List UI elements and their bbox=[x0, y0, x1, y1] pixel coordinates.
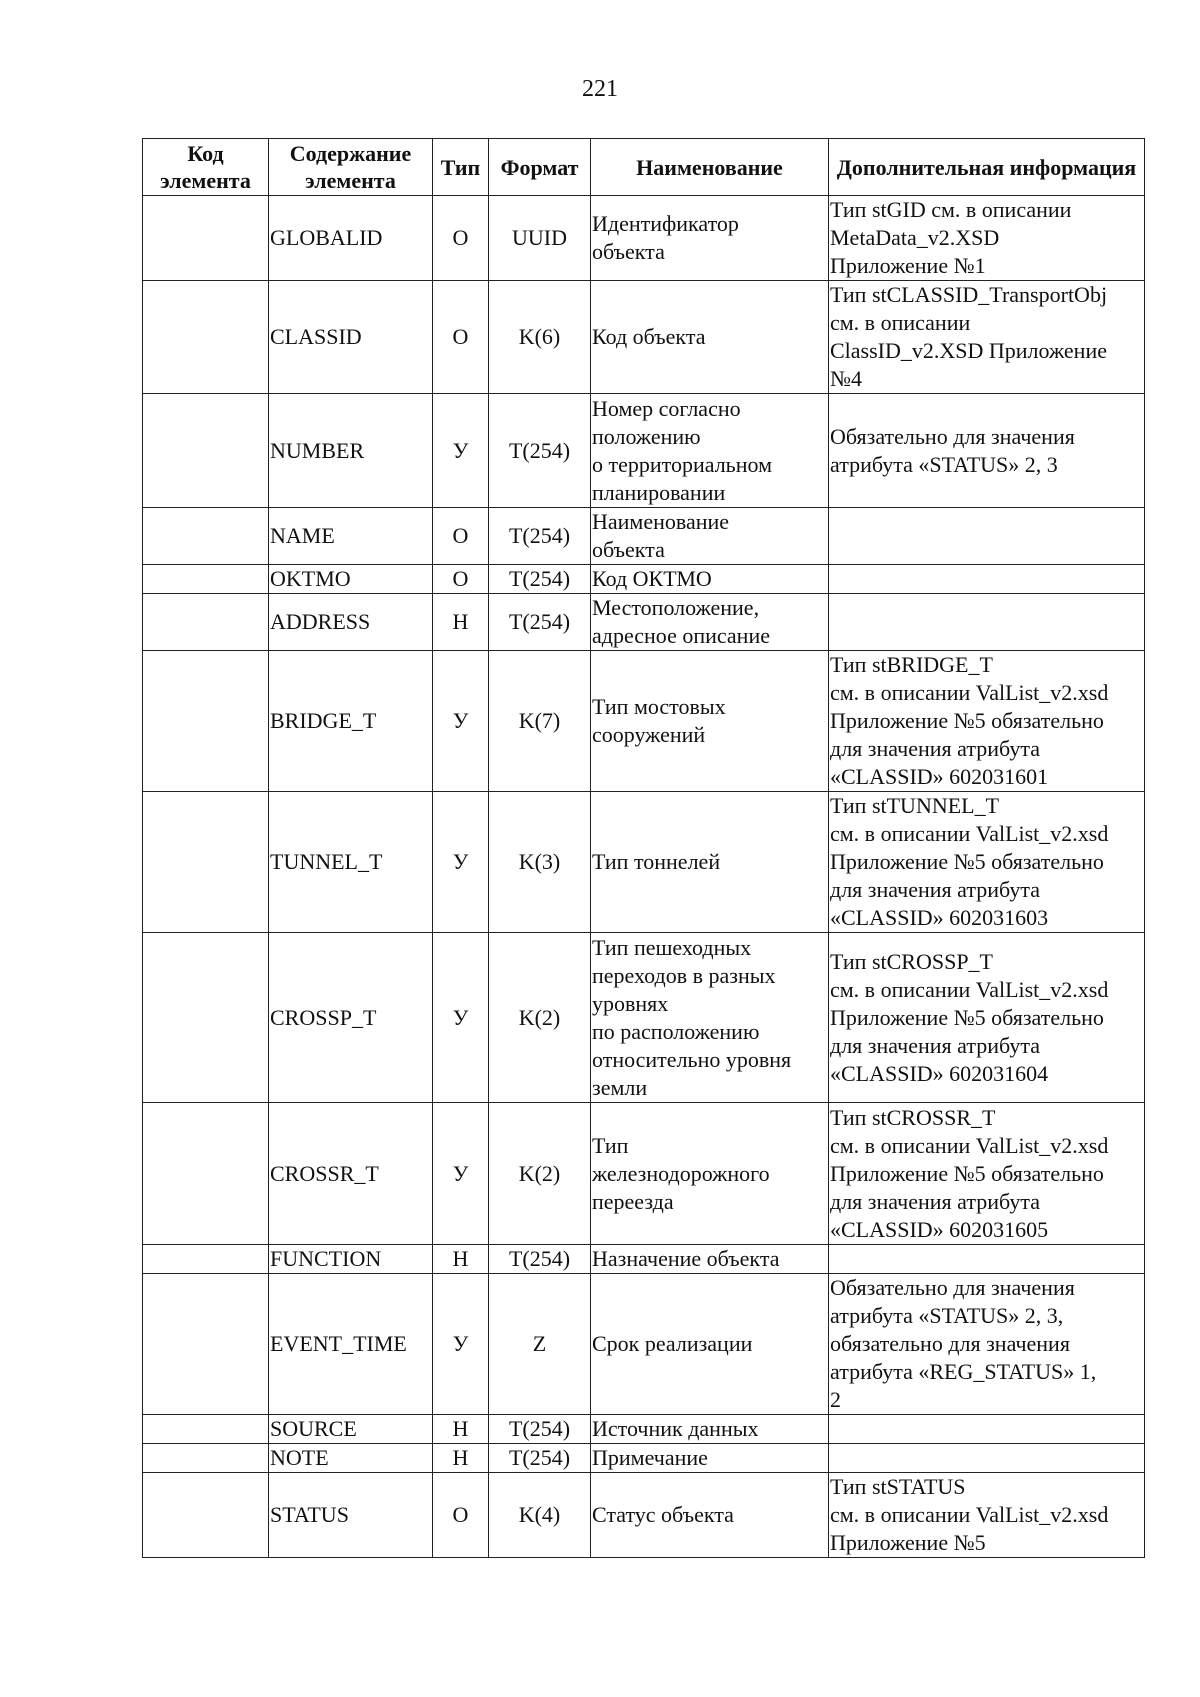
element-code-cell bbox=[143, 1444, 269, 1473]
header-type: Тип bbox=[433, 139, 489, 196]
table-body bbox=[143, 196, 1145, 1558]
element-type-cell bbox=[433, 196, 489, 281]
element-type-cell bbox=[433, 792, 489, 933]
element-format-cell bbox=[489, 792, 591, 933]
element-content-cell bbox=[269, 933, 433, 1103]
element-type-text: О bbox=[452, 566, 469, 591]
element-type-cell bbox=[433, 508, 489, 565]
element-format-cell bbox=[489, 1444, 591, 1473]
element-code-cell bbox=[143, 281, 269, 394]
element-info-text: Тип stCROSSP_T см. в описании ValList_v2.xsd Приложение №5 обязательно для значения атрибута «CLASSID» 602031604 bbox=[830, 948, 1109, 1086]
table-row bbox=[143, 394, 1145, 508]
element-info-text: Тип stCROSSR_T см. в описании ValList_v2.xsd Приложение №5 обязательно для значения атрибута «CLASSID» 602031605 bbox=[830, 1104, 1109, 1242]
table-row bbox=[143, 281, 1145, 394]
element-name-cell bbox=[591, 651, 829, 792]
element-format-text: UUID bbox=[512, 225, 567, 250]
element-code-cell bbox=[143, 594, 269, 651]
element-code-cell bbox=[143, 792, 269, 933]
element-info-text: Тип stTUNNEL_T см. в описании ValList_v2.xsd Приложение №5 обязательно для значения атрибута «CLASSID» 602031603 bbox=[830, 793, 1109, 930]
element-name-text: Код объекта bbox=[592, 324, 706, 349]
element-format-text: K(6) bbox=[518, 324, 561, 349]
element-info-cell bbox=[829, 1444, 1145, 1473]
element-format-cell bbox=[489, 565, 591, 594]
element-content-text: BRIDGE_T bbox=[270, 708, 377, 733]
element-content-cell bbox=[269, 1473, 433, 1558]
element-content-cell bbox=[269, 1245, 433, 1274]
element-info-cell bbox=[829, 196, 1145, 281]
element-format-cell bbox=[489, 1473, 591, 1558]
element-format-cell bbox=[489, 394, 591, 508]
element-info-text: Обязательно для значения атрибута «STATUS» 2, 3 bbox=[830, 423, 1075, 477]
element-name-text: Наименование объекта bbox=[592, 509, 730, 562]
element-content-text: NAME bbox=[270, 523, 335, 548]
element-content-cell bbox=[269, 1415, 433, 1444]
header-name: Наименование bbox=[591, 139, 829, 196]
element-format-cell bbox=[489, 508, 591, 565]
element-content-text: NOTE bbox=[270, 1445, 329, 1470]
element-format-text: T(254) bbox=[508, 1246, 571, 1271]
element-content-text: EVENT_TIME bbox=[270, 1331, 407, 1356]
element-type-cell bbox=[433, 1274, 489, 1415]
element-content-cell bbox=[269, 594, 433, 651]
element-type-text: У bbox=[452, 1004, 469, 1030]
element-format-cell bbox=[489, 1274, 591, 1415]
element-type-text: У bbox=[452, 708, 469, 733]
element-name-text: Номер согласно положению о территориальном планировании bbox=[592, 395, 772, 505]
element-info-text: Обязательно для значения атрибута «STATUS» 2, 3, обязательно для значения атрибута «REG_STATUS» 1, 2 bbox=[830, 1275, 1097, 1412]
table-row bbox=[143, 508, 1145, 565]
element-info-cell bbox=[829, 1473, 1145, 1558]
table-header-row bbox=[143, 139, 1145, 196]
element-type-text: О bbox=[452, 225, 469, 250]
element-format-text: K(2) bbox=[518, 1160, 561, 1186]
element-info-cell bbox=[829, 651, 1145, 792]
element-info-cell bbox=[829, 565, 1145, 594]
element-format-text: T(254) bbox=[508, 1416, 571, 1441]
element-format-text: K(3) bbox=[518, 849, 561, 874]
element-content-text: CROSSP_T bbox=[270, 1004, 377, 1030]
element-content-cell bbox=[269, 1103, 433, 1245]
header-format: Формат bbox=[489, 139, 591, 196]
element-code-cell bbox=[143, 565, 269, 594]
element-info-text: Тип stBRIDGE_T см. в описании ValList_v2.xsd Приложение №5 обязательно для значения атрибута «CLASSID» 602031601 bbox=[830, 652, 1109, 789]
element-info-cell bbox=[829, 594, 1145, 651]
table-row bbox=[143, 933, 1145, 1103]
element-type-cell bbox=[433, 1103, 489, 1245]
element-type-text: Н bbox=[452, 1445, 469, 1470]
element-format-text: T(254) bbox=[508, 609, 571, 634]
element-info-text: Тип stSTATUS см. в описании ValList_v2.xsd Приложение №5 bbox=[830, 1474, 1109, 1555]
element-type-text: Н bbox=[452, 1416, 469, 1441]
element-type-cell bbox=[433, 933, 489, 1103]
element-info-text: Тип stGID см. в описании MetaData_v2.XSD Приложение №1 bbox=[830, 197, 1072, 278]
element-name-cell bbox=[591, 1415, 829, 1444]
element-name-cell bbox=[591, 1245, 829, 1274]
element-content-cell bbox=[269, 1274, 433, 1415]
element-content-text: STATUS bbox=[270, 1502, 349, 1527]
page-number: 221 bbox=[582, 76, 618, 102]
element-name-text: Тип тоннелей bbox=[592, 849, 721, 874]
element-code-cell bbox=[143, 1415, 269, 1444]
element-name-cell bbox=[591, 508, 829, 565]
element-content-cell bbox=[269, 394, 433, 508]
element-name-cell bbox=[591, 196, 829, 281]
element-type-text: У bbox=[452, 1160, 469, 1186]
element-code-cell bbox=[143, 1245, 269, 1274]
element-info-cell bbox=[829, 1103, 1145, 1245]
element-info-cell bbox=[829, 281, 1145, 394]
element-code-cell bbox=[143, 933, 269, 1103]
element-name-cell bbox=[591, 1444, 829, 1473]
element-name-cell bbox=[591, 594, 829, 651]
header-info: Дополнительная информация bbox=[829, 139, 1145, 196]
element-type-text: У bbox=[452, 1331, 469, 1356]
element-type-cell bbox=[433, 565, 489, 594]
element-content-cell bbox=[269, 196, 433, 281]
element-format-text: K(4) bbox=[518, 1502, 561, 1527]
element-name-text: Статус объекта bbox=[592, 1502, 734, 1527]
header-content: Содержание элемента bbox=[269, 139, 433, 196]
element-info-text: Тип stCLASSID_TransportObj см. в описании ClassID_v2.XSD Приложение №4 bbox=[830, 282, 1108, 391]
element-format-cell bbox=[489, 933, 591, 1103]
element-content-text: NUMBER bbox=[270, 437, 365, 463]
table-row bbox=[143, 792, 1145, 933]
element-content-text: CLASSID bbox=[270, 324, 362, 349]
element-info-cell bbox=[829, 933, 1145, 1103]
element-name-cell bbox=[591, 1103, 829, 1245]
element-name-text: Тип пешеходных переходов в разных уровнях по расположению относительно уровня земли bbox=[592, 934, 792, 1100]
element-type-cell bbox=[433, 1444, 489, 1473]
table-row bbox=[143, 651, 1145, 792]
element-type-cell bbox=[433, 651, 489, 792]
table-row bbox=[143, 1415, 1145, 1444]
element-content-cell bbox=[269, 792, 433, 933]
element-content-cell bbox=[269, 565, 433, 594]
element-type-cell bbox=[433, 394, 489, 508]
element-content-text: CROSSR_T bbox=[270, 1160, 379, 1186]
table-row bbox=[143, 565, 1145, 594]
element-content-text: SOURCE bbox=[270, 1416, 357, 1441]
element-format-cell bbox=[489, 281, 591, 394]
element-code-cell bbox=[143, 651, 269, 792]
element-format-cell bbox=[489, 1245, 591, 1274]
element-code-cell bbox=[143, 508, 269, 565]
element-format-text: K(7) bbox=[518, 708, 561, 733]
element-name-text: Назначение объекта bbox=[592, 1246, 780, 1271]
element-name-text: Тип железнодорожного переезда bbox=[592, 1132, 770, 1214]
table-row bbox=[143, 1103, 1145, 1245]
element-type-text: Н bbox=[452, 609, 469, 634]
element-content-cell bbox=[269, 508, 433, 565]
element-type-text: Н bbox=[452, 1246, 469, 1271]
element-content-text: OKTMO bbox=[270, 566, 351, 591]
element-format-text: T(254) bbox=[508, 437, 571, 463]
element-name-text: Тип мостовых сооружений bbox=[592, 694, 726, 747]
element-code-cell bbox=[143, 196, 269, 281]
element-format-cell bbox=[489, 1415, 591, 1444]
element-type-cell bbox=[433, 1415, 489, 1444]
element-code-cell bbox=[143, 1103, 269, 1245]
element-format-cell bbox=[489, 1103, 591, 1245]
element-format-text: T(254) bbox=[508, 1445, 571, 1470]
element-content-text: ADDRESS bbox=[270, 609, 371, 634]
element-code-cell bbox=[143, 1274, 269, 1415]
element-name-cell bbox=[591, 792, 829, 933]
element-type-text: О bbox=[452, 324, 469, 349]
table-row bbox=[143, 1245, 1145, 1274]
element-name-cell bbox=[591, 281, 829, 394]
element-type-text: О bbox=[452, 1502, 469, 1527]
element-content-text: TUNNEL_T bbox=[270, 849, 383, 874]
element-name-cell bbox=[591, 565, 829, 594]
element-content-text: GLOBALID bbox=[270, 225, 383, 250]
table-row bbox=[143, 1444, 1145, 1473]
element-format-cell bbox=[489, 196, 591, 281]
element-name-text: Код ОКТМО bbox=[592, 566, 712, 591]
element-name-text: Местоположение, адресное описание bbox=[592, 595, 770, 648]
element-format-text: K(2) bbox=[518, 1004, 561, 1030]
element-content-cell bbox=[269, 281, 433, 394]
table-row bbox=[143, 196, 1145, 281]
table-row bbox=[143, 1274, 1145, 1415]
attribute-table bbox=[142, 138, 1145, 1558]
element-type-text: О bbox=[452, 523, 469, 548]
element-type-cell bbox=[433, 594, 489, 651]
element-content-cell bbox=[269, 651, 433, 792]
element-info-cell bbox=[829, 1274, 1145, 1415]
element-name-cell bbox=[591, 1274, 829, 1415]
element-code-cell bbox=[143, 394, 269, 508]
table-row bbox=[143, 594, 1145, 651]
element-name-text: Срок реализации bbox=[592, 1331, 753, 1356]
element-type-cell bbox=[433, 281, 489, 394]
element-info-cell bbox=[829, 1415, 1145, 1444]
element-type-text: У bbox=[452, 849, 469, 874]
element-info-cell bbox=[829, 394, 1145, 508]
element-name-text: Примечание bbox=[592, 1445, 708, 1470]
element-format-cell bbox=[489, 594, 591, 651]
table-row bbox=[143, 1473, 1145, 1558]
element-name-text: Источник данных bbox=[592, 1416, 759, 1441]
element-content-cell bbox=[269, 1444, 433, 1473]
element-code-cell bbox=[143, 1473, 269, 1558]
header-code: Код элемента bbox=[143, 139, 269, 196]
element-info-cell bbox=[829, 1245, 1145, 1274]
element-name-cell bbox=[591, 1473, 829, 1558]
element-name-cell bbox=[591, 394, 829, 508]
element-format-cell bbox=[489, 651, 591, 792]
element-type-cell bbox=[433, 1473, 489, 1558]
element-content-text: FUNCTION bbox=[270, 1246, 382, 1271]
element-name-cell bbox=[591, 933, 829, 1103]
element-format-text: T(254) bbox=[508, 523, 571, 548]
element-name-text: Идентификатор объекта bbox=[592, 211, 739, 264]
element-info-cell bbox=[829, 508, 1145, 565]
element-format-text: T(254) bbox=[508, 566, 571, 591]
element-info-cell bbox=[829, 792, 1145, 933]
element-format-text: Z bbox=[532, 1331, 547, 1356]
element-type-cell bbox=[433, 1245, 489, 1274]
element-type-text: У bbox=[452, 437, 469, 463]
